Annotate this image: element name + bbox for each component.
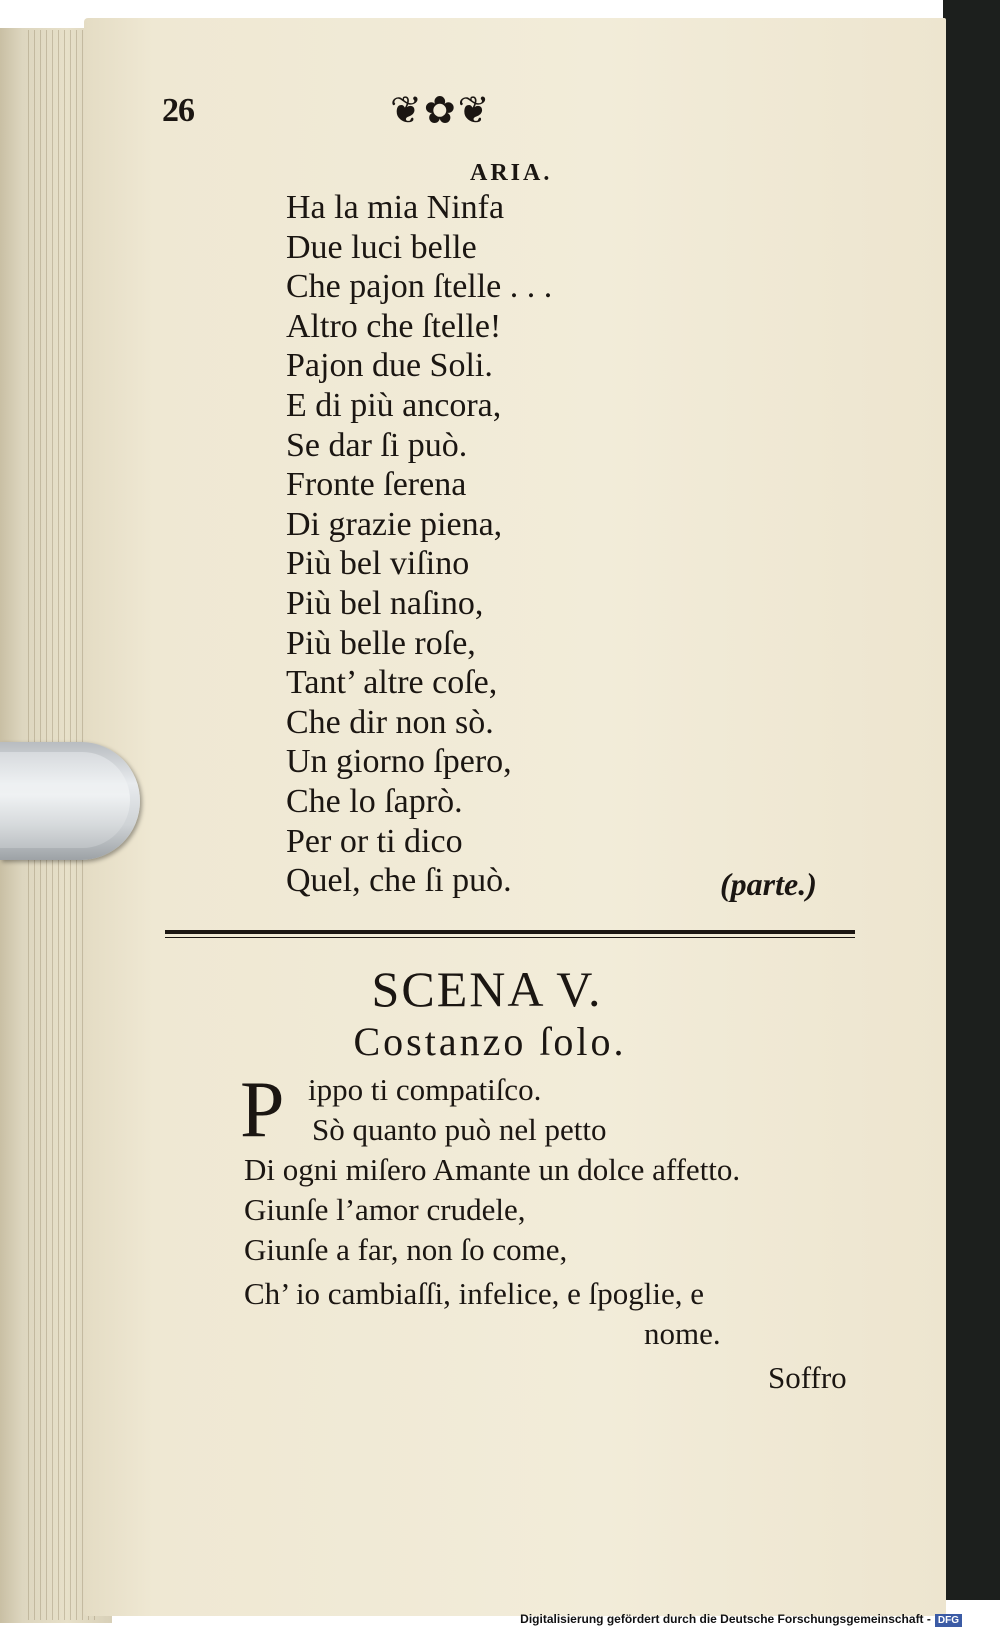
digitization-footer [520, 1612, 962, 1627]
header-ornament-icon: ❦✿❦ [390, 90, 492, 132]
verse-line: Più bel naſino, [286, 584, 484, 622]
dfg-logo: DFG [935, 1614, 962, 1627]
verse-line: Di grazie piena, [286, 505, 503, 543]
scanner-background-right [943, 0, 1000, 1600]
stage-direction: (parte.) [720, 866, 817, 902]
drop-cap: P [240, 1066, 285, 1154]
verse-line: Che pajon ſtelle . . . [286, 268, 553, 306]
verse-line: Quel, che ſi può. [286, 862, 512, 900]
catchword: Soffro [768, 1360, 847, 1395]
verse-line: E di più ancora, [286, 386, 502, 424]
verse-line: Che dir non sò. [286, 703, 494, 741]
character-name: Costanzo ſolo. [353, 1019, 627, 1064]
scene-line: Ch’ io cambiaſſi, infelice, e ſpoglie, e [244, 1276, 704, 1311]
verse-line: Per or ti dico [286, 822, 463, 860]
scene-title: SCENA V. [371, 961, 603, 1017]
verse-line: Che lo ſaprò. [286, 782, 463, 820]
verse-line: Due luci belle [286, 228, 477, 266]
footer-text: Digitalisierung gefördert durch die Deutsche Forschungsgemeinschaft - [520, 1612, 931, 1626]
scene-line: Giunſe a far, non ſo come, [244, 1232, 568, 1267]
page-holder-clip-highlight [0, 752, 130, 848]
scene-heading [0, 960, 1000, 1018]
page-number: 26 [162, 92, 194, 129]
scene-line: ippo ti compatiſco. [308, 1072, 542, 1107]
verse-line: Più belle roſe, [286, 624, 476, 662]
verse-line: Altro che ſtelle! [286, 307, 502, 345]
scene-line: Sò quanto può nel petto [312, 1112, 607, 1147]
verse-line: Tant’ altre coſe, [286, 664, 498, 702]
verse-line: Un giorno ſpero, [286, 743, 512, 781]
verse-line: Fronte ſerena [286, 466, 467, 504]
verse-line: Più bel viſino [286, 545, 470, 583]
scene-line: Giunſe l’amor crudele, [244, 1192, 526, 1227]
scene-line-continuation: nome. [644, 1316, 721, 1351]
aria-heading: ARIA. [470, 160, 553, 186]
section-divider [165, 930, 855, 934]
verse-line: Se dar ſi può. [286, 426, 468, 464]
character-heading [0, 1018, 1000, 1065]
verse-line: Pajon due Soli. [286, 347, 493, 385]
aria-verse [286, 188, 846, 901]
section-divider-thin [165, 937, 855, 938]
scene-line: Di ogni miſero Amante un dolce affetto. [244, 1152, 741, 1187]
verse-line: Ha la mia Ninfa [286, 189, 505, 226]
